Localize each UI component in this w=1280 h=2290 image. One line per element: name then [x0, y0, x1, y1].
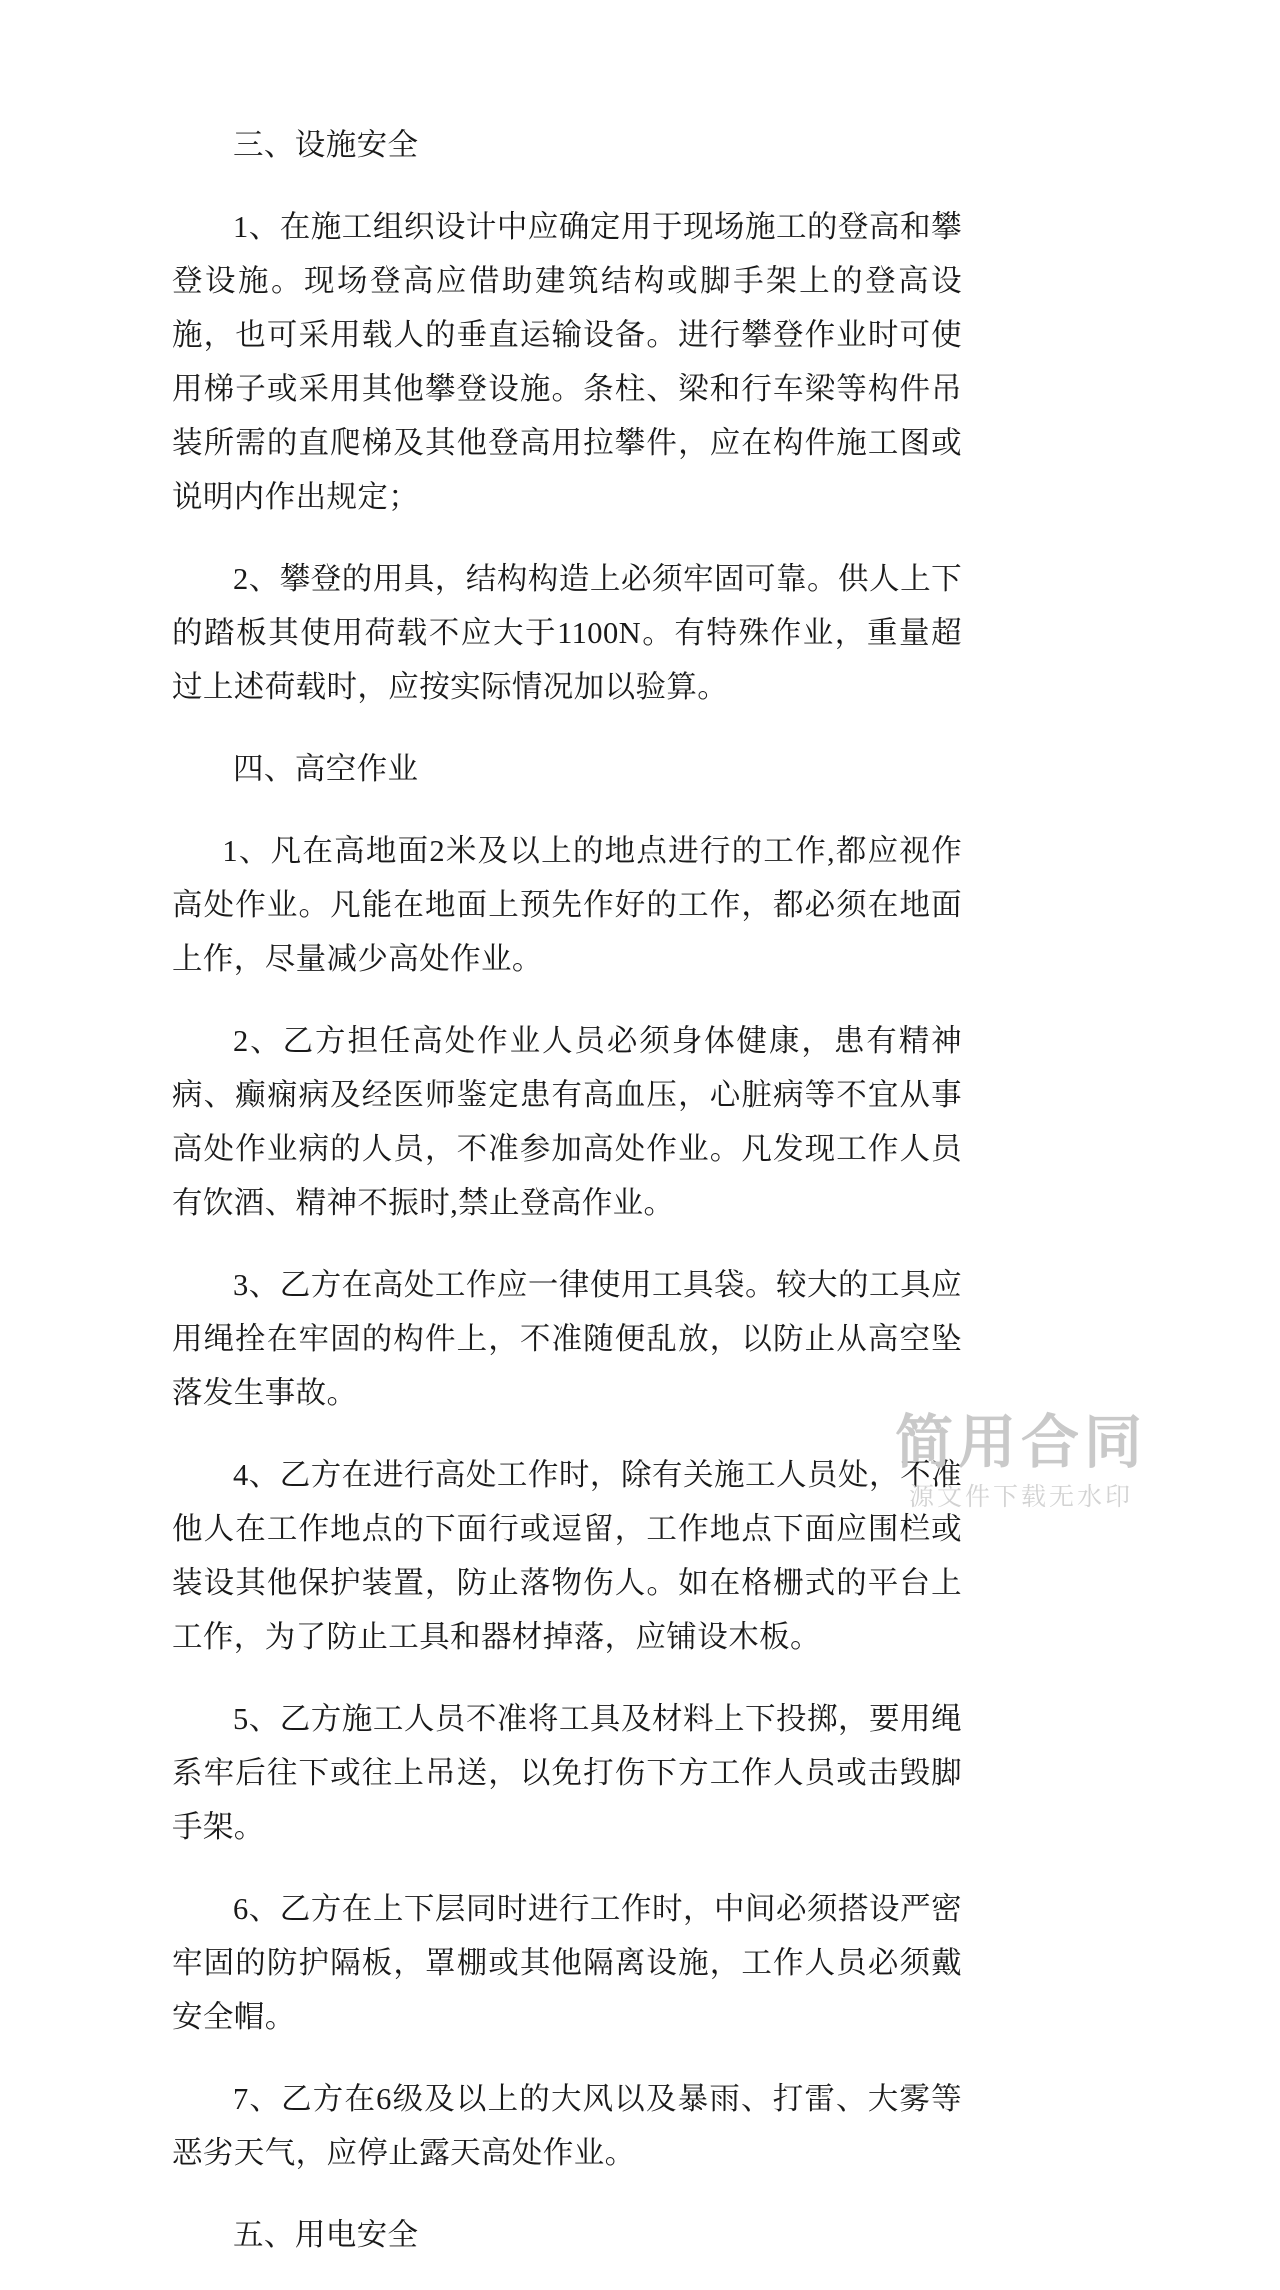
paragraph-4-1: 1、凡在高地面2米及以上的地点进行的工作,都应视作高处作业。凡能在地面上预先作好的工作，都必须在地面上作，尽量减少高处作业。 — [172, 834, 962, 976]
section-heading-five: 五、用电安全 — [233, 2218, 419, 2252]
section-heading-four: 四、高空作业 — [233, 752, 419, 786]
watermark-subtitle-text: 源文件下载无水印 — [908, 1481, 1133, 1511]
paragraph-4-7: 7、乙方在6级及以上的大风以及暴雨、打雷、大雾等恶劣天气，应停止露天高处作业。 — [172, 2082, 962, 2170]
paragraph-4-3: 3、乙方在高处工作应一律使用工具袋。较大的工具应用绳拴在牢固的构件上，不准随便乱放，以防止从高空坠落发生事故。 — [172, 1268, 962, 1410]
section-heading-three: 三、设施安全 — [233, 128, 419, 162]
paragraph-4-2: 2、乙方担任高处作业人员必须身体健康，患有精神病、癫痫病及经医师鉴定患有高血压，心脏病等不宜从事高处作业病的人员，不准参加高处作业。凡发现工作人员有饮酒、精神不振时,禁止登高作业。 — [172, 1024, 962, 1220]
document-body — [172, 118, 962, 2290]
paragraph-4-6: 6、乙方在上下层同时进行工作时，中间必须搭设严密牢固的防护隔板，罩棚或其他隔离设施，工作人员必须戴安全帽。 — [172, 1892, 962, 2034]
paragraph-3-1: 1、在施工组织设计中应确定用于现场施工的登高和攀登设施。现场登高应借助建筑结构或脚手架上的登高设施，也可采用载人的垂直运输设备。进行攀登作业时可使用梯子或采用其他攀登设施。条柱、梁和行车梁等构件吊装所需的直爬梯及其他登高用拉攀件，应在构件施工图或说明内作出规定； — [172, 210, 962, 514]
paragraph-4-4: 4、乙方在进行高处工作时，除有关施工人员处，不准他人在工作地点的下面行或逗留，工作地点下面应围栏或装设其他保护装置，防止落物伤人。如在格栅式的平台上工作，为了防止工具和器材掉落，应铺设木板。 — [172, 1458, 962, 1654]
paragraph-3-2: 2、攀登的用具，结构构造上必须牢固可靠。供人上下的踏板其使用荷载不应大于1100N。有特殊作业，重量超过上述荷载时，应按实际情况加以验算。 — [172, 562, 962, 704]
watermark-brand-text: 简用合同 — [894, 1407, 1147, 1476]
paragraph-4-5: 5、乙方施工人员不准将工具及材料上下投掷，要用绳系牢后往下或往上吊送，以免打伤下方工作人员或击毁脚手架。 — [172, 1702, 962, 1844]
